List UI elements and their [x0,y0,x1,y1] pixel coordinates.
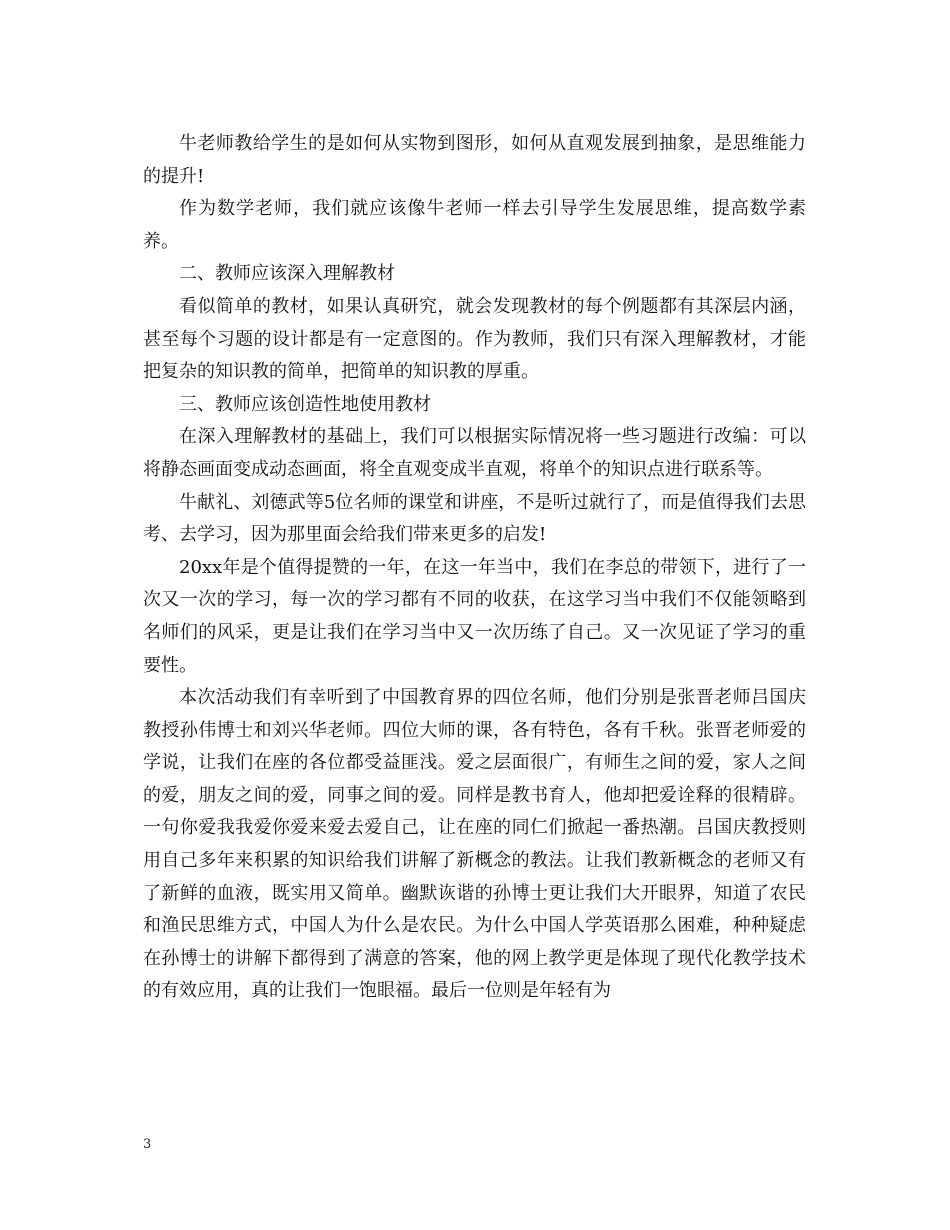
page-number: 3 [143,1137,152,1152]
paragraph-6: 20xx年是个值得提赞的一年，在这一年当中，我们在李总的带领下，进行了一次又一次的学习，每一次的学习都有不同的收获，在这学习当中我们不仅能领略到名师们的风采，更是让我们在学习当中又一次历练了自己。又一次见证了学习的重要性。 [143,556,806,676]
body-text [143,128,806,1008]
paragraph-5: 牛献礼、刘德武等5位名师的课堂和讲座，不是听过就行了，而是值得我们去思考、去学习，因为那里面会给我们带来更多的启发! [143,491,806,546]
paragraph-7: 本次活动我们有幸听到了中国教育界的四位名师，他们分别是张晋老师吕国庆教授孙伟博士和刘兴华老师。四位大师的课，各有特色，各有千秋。张晋老师爱的学说，让我们在座的各位都受益匪浅。爱之层面很广，有师生之间的爱，家人之间的爱，朋友之间的爱，同事之间的爱。同样是教书育人，他却把爱诠释的很精辟。一句你爱我我爱你爱来爱去爱自己，让在座的同仁们掀起一番热潮。吕国庆教授则用自己多年来积累的知识给我们讲解了新概念的教法。让我们教新概念的老师又有了新鲜的血液，既实用又简单。幽默诙谐的孙博士更让我们大开眼界，知道了农民和渔民思维方式，中国人为什么是农民。为什么中国人学英语那么困难，种种疑虑在孙博士的讲解下都得到了满意的答案，他的网上教学更是体现了现代化教学技术的有效应用，真的让我们一饱眼福。最后一位则是年轻有为 [143,687,806,1002]
paragraph-1: 牛老师教给学生的是如何从实物到图形，如何从直观发展到抽象，是思维能力的提升! [143,133,806,187]
section-heading-2: 二、教师应该深入理解教材 [179,263,395,285]
paragraph-3: 看似简单的教材，如果认真研究，就会发现教材的每个例题都有其深层内涵，甚至每个习题的设计都是有一定意图的。作为教师，我们只有深入理解教材，才能把复杂的知识教的简单，把简单的知识教的厚重。 [143,295,806,383]
paragraph-4: 在深入理解教材的基础上，我们可以根据实际情况将一些习题进行改编：可以将静态画面变成动态画面，将全直观变成半直观，将单个的知识点进行联系等。 [143,426,806,480]
paragraph-2: 作为数学老师，我们就应该像牛老师一样去引导学生发展思维，提高数学素养。 [143,198,806,252]
section-heading-3: 三、教师应该创造性地使用教材 [179,393,431,415]
